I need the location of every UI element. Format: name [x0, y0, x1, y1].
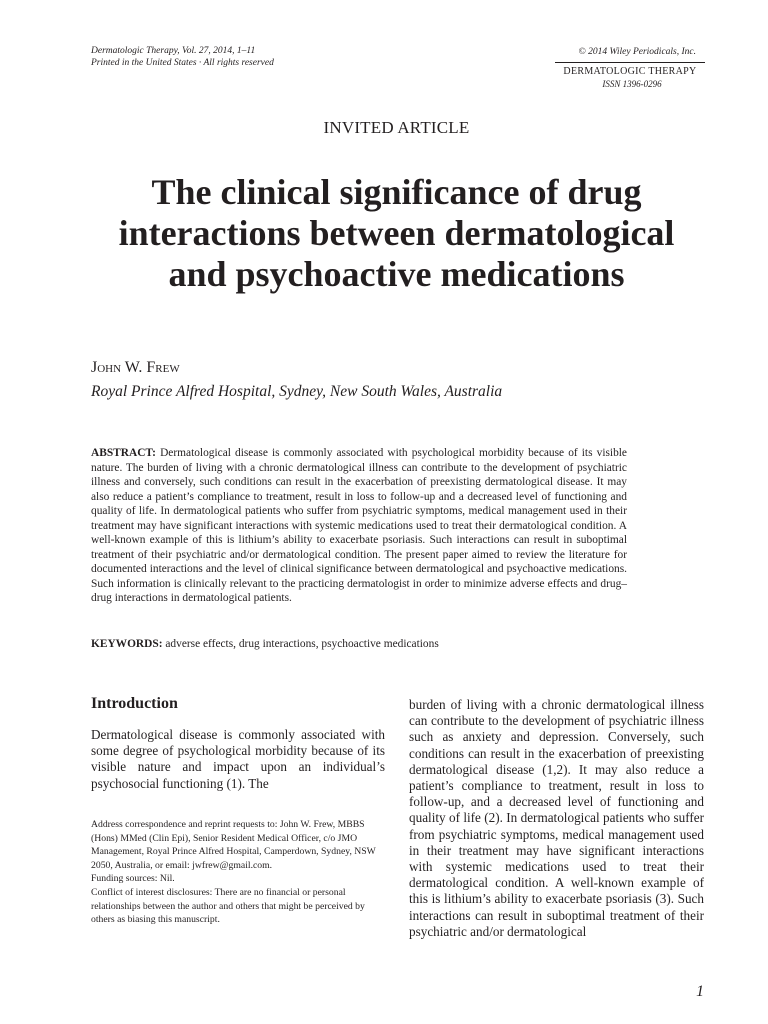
keywords-label: KEYWORDS:: [91, 638, 163, 650]
keywords: [91, 638, 439, 650]
section-heading-introduction: Introduction: [91, 695, 178, 712]
citation-line-1: Dermatologic Therapy, Vol. 27, 2014, 1–11: [91, 46, 256, 56]
keywords-text: adverse effects, drug interactions, psychoactive medications: [165, 638, 439, 650]
article-type: INVITED ARTICLE: [323, 118, 470, 137]
correspondence-footnote: [91, 818, 385, 927]
intro-paragraph-left: Dermatological disease is commonly associated with some degree of psychological morbidity because of its visible nature and impact upon an individual’s psychosocial functioning (1). The: [91, 727, 385, 791]
citation-line-2: Printed in the United States · All rights reserved: [91, 58, 274, 68]
author-affiliation: Royal Prince Alfred Hospital, Sydney, New South Wales, Australia: [91, 383, 503, 400]
intro-paragraph-right: burden of living with a chronic dermatological illness can contribute to the development of psychiatric illness such as anxiety and depression. Conversely, such conditions can result in the exacerbation of preexisting dermatological disease (1,2). It may also reduce a patient’s compliance to treatment, result in loss to follow-up, and a decreased level of functioning and quality of life (2). In dermatological patients who suffer from psychiatric symptoms, medical management used in their treatment may have significant interactions with systemic medications used to treat their dermatological condition. A well-known example of this is lithium’s ability to exacerbate psoriasis (3). Such interactions can result in suboptimal treatment of their psychiatric and/or dermatological: [409, 697, 704, 939]
issn: ISSN 1396-0296: [602, 79, 662, 89]
conflict-disclosure: Conflict of interest disclosures: There are no financial or personal relationships between the author and others that might be perceived by others as biasing this manuscript.: [91, 886, 365, 926]
journal-masthead: [555, 46, 705, 90]
journal-name: DERMATOLOGIC THERAPY: [563, 66, 697, 77]
abstract-label: ABSTRACT:: [91, 447, 156, 459]
abstract-text: Dermatological disease is commonly associated with psychological morbidity because of its visible nature. The burden of living with a chronic dermatological illness can contribute to the development of psychiatric illness and conversely, such conditions can result in the exacerbation of preexisting dermatological disease. It may also reduce a patient’s compliance to treatment, result in loss to follow-up and a decreased level of functioning and quality of life. In dermatological patients who suffer from psychiatric symptoms, medical management used in their treatment may have significant interactions with systemic medications used to treat their dermatological condition. A well-known example of this is lithium’s ability to exacerbate psoriasis. Such interactions can result in suboptimal treatment of their psychiatric and/or dermatological condition. The present paper aimed to review the literature for documented interactions and the level of clinical significance between dermatological and psychoactive medications. Such information is clinically relevant to the practicing dermatologist in order to minimize adverse effects and drug–drug interactions in dermatological patients.: [91, 447, 627, 604]
author-name: John W. Frew: [91, 359, 180, 376]
page-number: 1: [696, 983, 704, 1000]
funding-sources: Funding sources: Nil.: [91, 873, 175, 885]
journal-citation: [91, 45, 274, 69]
abstract: [91, 446, 627, 606]
copyright-notice: © 2014 Wiley Periodicals, Inc.: [578, 47, 696, 57]
masthead-rule: [555, 62, 705, 63]
correspondence-address: Address correspondence and reprint requests to: John W. Frew, MBBS (Hons) MMed (Clin Epi), Senior Resident Medical Officer, c/o JMO Management, Royal Prince Alfred Hospital, Camperdown, Sydney, NSW 2050, Australia, or email: jwfrew@gmail.com.: [91, 819, 376, 871]
article-title: The clinical significance of drug interactions between dermatological and psychoactive medications: [118, 172, 675, 294]
